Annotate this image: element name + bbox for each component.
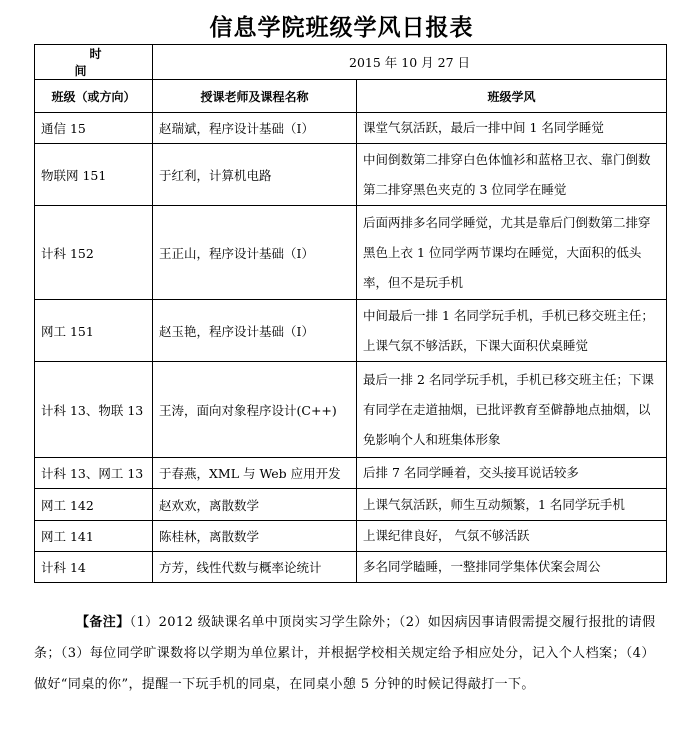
teacher-cell: 于红利，计算机电路	[153, 144, 357, 206]
report-date: 2015 年 10 月 27 日	[153, 45, 667, 80]
table-row	[35, 521, 667, 552]
teacher-cell: 赵玉艳，程序设计基础（I）	[153, 300, 357, 362]
class-cell: 通信 15	[35, 113, 153, 144]
table-row	[35, 300, 667, 362]
remarks-paragraph	[34, 607, 666, 700]
style-cell: 上课纪律良好， 气氛不够活跃	[357, 521, 667, 552]
teacher-cell: 王涛，面向对象程序设计(C++)	[153, 362, 357, 458]
teacher-cell: 于春燕，XML 与 Web 应用开发	[153, 458, 357, 489]
table-row	[35, 362, 667, 458]
style-cell: 后面两排多名同学睡觉，尤其是靠后门倒数第二排穿黑色上衣 1 位同学两节课均在睡觉，大面积的低头率，但不是玩手机	[357, 206, 667, 300]
style-cell: 中间倒数第二排穿白色体恤衫和蓝格卫衣、靠门倒数第二排穿黑色夹克的 3 位同学在睡觉	[357, 144, 667, 206]
report-title: 信息学院班级学风日报表	[209, 15, 474, 41]
teacher-cell: 王正山，程序设计基础（I）	[153, 206, 357, 300]
col-header-class: 班级（或方向）	[35, 80, 153, 113]
table-row	[35, 489, 667, 521]
remarks-tag: 【备注】	[76, 615, 130, 630]
class-cell: 计科 13、网工 13	[35, 458, 153, 489]
class-cell: 计科 152	[35, 206, 153, 300]
teacher-cell: 陈桂林，离散数学	[153, 521, 357, 552]
style-cell: 后排 7 名同学睡着，交头接耳说话较多	[357, 458, 667, 489]
class-cell: 物联网 151	[35, 144, 153, 206]
teacher-cell: 赵瑞斌，程序设计基础（I）	[153, 113, 357, 144]
style-cell: 课堂气氛活跃，最后一排中间 1 名同学睡觉	[357, 113, 667, 144]
table-row	[35, 113, 667, 144]
column-header-row	[35, 80, 667, 113]
class-cell: 网工 141	[35, 521, 153, 552]
class-cell: 计科 13、物联 13	[35, 362, 153, 458]
remarks-text: （1）2012 级缺课名单中顶岗实习学生除外；（2）如因病因事请假需提交履行报批的请假条；（3）每位同学旷课数将以学期为单位累计，并根据学校相关规定给予相应处分，记入个人档案；（4）做好“同桌的你”，提醒一下玩手机的同桌，在同桌小憩 5 分钟的时候记得敲打一下。	[34, 615, 656, 692]
table-row	[35, 552, 667, 583]
style-cell: 最后一排 2 名同学玩手机，手机已移交班主任；下课有同学在走道抽烟，已批评教育至僻静地点抽烟，以免影响个人和班集体形象	[357, 362, 667, 458]
time-row	[35, 45, 667, 80]
table-row	[35, 206, 667, 300]
style-cell: 多名同学瞌睡，一整排同学集体伏案会周公	[357, 552, 667, 583]
table-row	[35, 144, 667, 206]
table-row	[35, 458, 667, 489]
class-cell: 网工 151	[35, 300, 153, 362]
col-header-style: 班级学风	[357, 80, 667, 113]
report-table	[34, 44, 667, 583]
class-cell: 计科 14	[35, 552, 153, 583]
col-header-teacher: 授课老师及课程名称	[153, 80, 357, 113]
teacher-cell: 方芳，线性代数与概率论统计	[153, 552, 357, 583]
time-label: 时 间	[35, 45, 153, 80]
teacher-cell: 赵欢欢，离散数学	[153, 489, 357, 521]
style-cell: 中间最后一排 1 名同学玩手机，手机已移交班主任；上课气氛不够活跃，下课大面积伏桌睡觉	[357, 300, 667, 362]
style-cell: 上课气氛活跃，师生互动频繁，1 名同学玩手机	[357, 489, 667, 521]
class-cell: 网工 142	[35, 489, 153, 521]
